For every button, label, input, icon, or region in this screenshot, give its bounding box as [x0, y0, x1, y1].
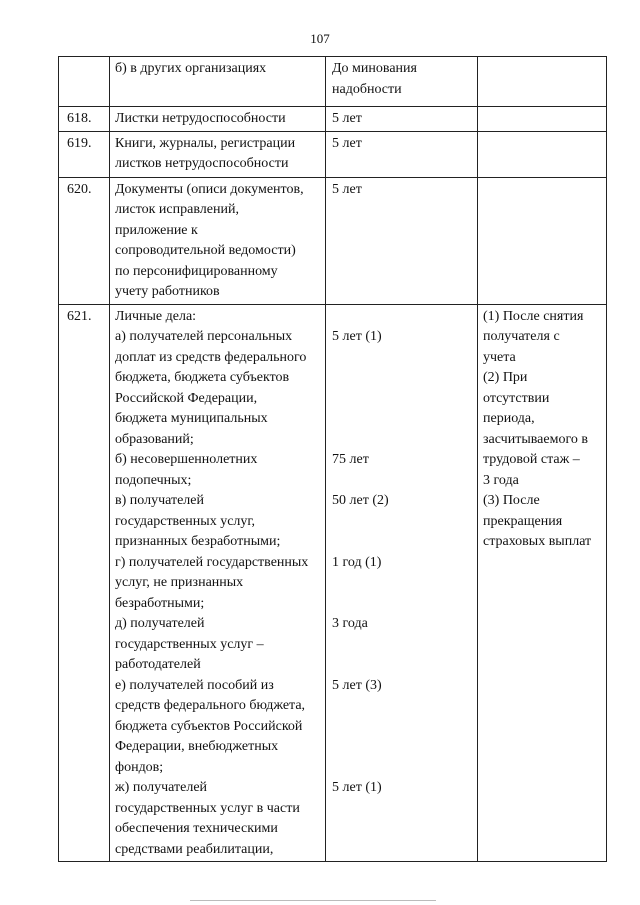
item-number	[59, 177, 110, 304]
document-title-line: листков нетрудоспособности	[115, 156, 289, 171]
table-row	[59, 177, 607, 304]
document-title-line: ж) получателей	[115, 780, 208, 795]
retention-term-line	[332, 348, 474, 369]
retention-term-line	[332, 594, 474, 615]
document-title-line: бюджета субъектов Российской	[115, 718, 303, 734]
retention-term-line	[332, 758, 474, 779]
document-title-line: обеспечения техническими	[115, 821, 278, 836]
document-title	[110, 177, 326, 304]
document-title-line: бюджета муниципальных	[115, 411, 268, 426]
retention-term	[326, 57, 478, 107]
document-title-line: подопечных;	[115, 472, 192, 488]
retention-term-line: 50 лет (2)	[332, 493, 389, 508]
document-title-line: безработными;	[115, 595, 205, 611]
item-number-text: 619.	[67, 135, 92, 151]
retention-term-line	[332, 655, 474, 676]
retention-table	[58, 56, 607, 862]
retention-term-line	[332, 737, 474, 758]
item-number	[59, 107, 110, 132]
document-title-line: государственных услуг в части	[115, 800, 300, 816]
document-title-line: работодателей	[115, 657, 201, 672]
retention-term-line	[332, 389, 474, 410]
retention-term-line: 5 лет (1)	[332, 329, 382, 344]
note	[478, 177, 607, 304]
retention-term	[326, 131, 478, 177]
bottom-rule	[190, 900, 436, 901]
document-title-line: государственных услуг,	[115, 513, 256, 529]
retention-term-line	[332, 696, 474, 717]
document-title-line: Российской Федерации,	[115, 390, 258, 406]
document-title-line: б) в других организациях	[115, 61, 267, 76]
document-title-line: сопроводительной ведомости)	[115, 243, 296, 258]
document-title-line: а) получателей персональных	[115, 329, 293, 344]
document-title-line: услуг, не признанных	[115, 575, 244, 590]
document-title	[110, 131, 326, 177]
retention-term-line: 3 года	[332, 616, 368, 631]
retention-term-line	[332, 471, 474, 492]
item-number-text: 620.	[67, 181, 92, 197]
item-number	[59, 57, 110, 107]
document-title-line: признанных безработными;	[115, 534, 281, 549]
retention-term-line	[332, 717, 474, 738]
document-title-line: е) получателей пособий из	[115, 677, 274, 693]
retention-term-line	[332, 512, 474, 533]
note-line: (3) После	[483, 493, 540, 508]
retention-term	[326, 304, 478, 862]
retention-term-line: 5 лет	[332, 111, 362, 126]
table-row	[59, 131, 607, 177]
document-title-line: листок исправлений,	[115, 202, 239, 217]
note-line: страховых выплат	[483, 534, 592, 549]
retention-term-line	[332, 430, 474, 451]
retention-term-line: 5 лет	[332, 135, 362, 151]
document-title-line: учету работников	[115, 284, 220, 299]
document-title-line: д) получателей	[115, 616, 205, 631]
document-title-line: фондов;	[115, 759, 164, 775]
note-line: 3 года	[483, 472, 519, 488]
retention-term	[326, 107, 478, 132]
retention-term-line: До минования	[332, 61, 417, 76]
document-title-line: средствами реабилитации,	[115, 841, 274, 857]
document-title-line: Личные дела:	[115, 308, 197, 324]
table-row	[59, 107, 607, 132]
document-title-line: Книги, журналы, регистрации	[115, 135, 296, 151]
document-title	[110, 107, 326, 132]
item-number	[59, 131, 110, 177]
retention-term-line	[332, 307, 474, 328]
note	[478, 304, 607, 862]
document-title-line: образований;	[115, 431, 194, 447]
item-number	[59, 304, 110, 862]
note-line: получателя с	[483, 329, 560, 344]
document-title-line: г) получателей государственных	[115, 554, 309, 570]
table-row	[59, 57, 607, 107]
retention-term-line: 75 лет	[332, 452, 369, 467]
document-title-line: в) получателей	[115, 493, 204, 508]
retention-term-line	[332, 368, 474, 389]
note	[478, 131, 607, 177]
document-title-line: бюджета, бюджета субъектов	[115, 370, 290, 385]
document-title-line: Федерации, внебюджетных	[115, 739, 279, 754]
table-row	[59, 304, 607, 862]
item-number-text: 621.	[67, 308, 92, 324]
retention-term-line: 5 лет (3)	[332, 677, 382, 693]
document-title-line: государственных услуг –	[115, 636, 264, 652]
note-line: засчитываемого в	[483, 431, 588, 447]
document-title-line: доплат из средств федерального	[115, 349, 307, 365]
document-title-line: по персонифицированному	[115, 263, 278, 279]
document-title-line: приложение к	[115, 222, 198, 238]
document-title-line: средств федерального бюджета,	[115, 698, 306, 713]
document-title-line: Документы (описи документов,	[115, 181, 304, 197]
retention-term-line: 5 лет (1)	[332, 780, 382, 795]
document-title-line: б) несовершеннолетних	[115, 452, 258, 467]
retention-term-line	[332, 635, 474, 656]
retention-term-line	[332, 409, 474, 430]
document-title-line: Листки нетрудоспособности	[115, 111, 286, 126]
item-number-text: 618.	[67, 111, 92, 126]
document-title	[110, 57, 326, 107]
retention-term-line	[332, 573, 474, 594]
retention-term	[326, 177, 478, 304]
note-line: (2) При	[483, 370, 528, 385]
note-line: учета	[483, 349, 516, 365]
document-title	[110, 304, 326, 862]
note	[478, 57, 607, 107]
note-line: трудовой стаж –	[483, 452, 580, 467]
retention-term-line	[332, 532, 474, 553]
note-line: (1) После снятия	[483, 308, 584, 324]
retention-term-line: 1 год (1)	[332, 554, 382, 570]
note-line: периода,	[483, 411, 535, 426]
note	[478, 107, 607, 132]
page-number: 107	[310, 31, 330, 46]
retention-term-line: 5 лет	[332, 181, 362, 197]
retention-term-line: надобности	[332, 81, 402, 97]
note-line: прекращения	[483, 513, 563, 529]
note-line: отсутствии	[483, 390, 550, 406]
